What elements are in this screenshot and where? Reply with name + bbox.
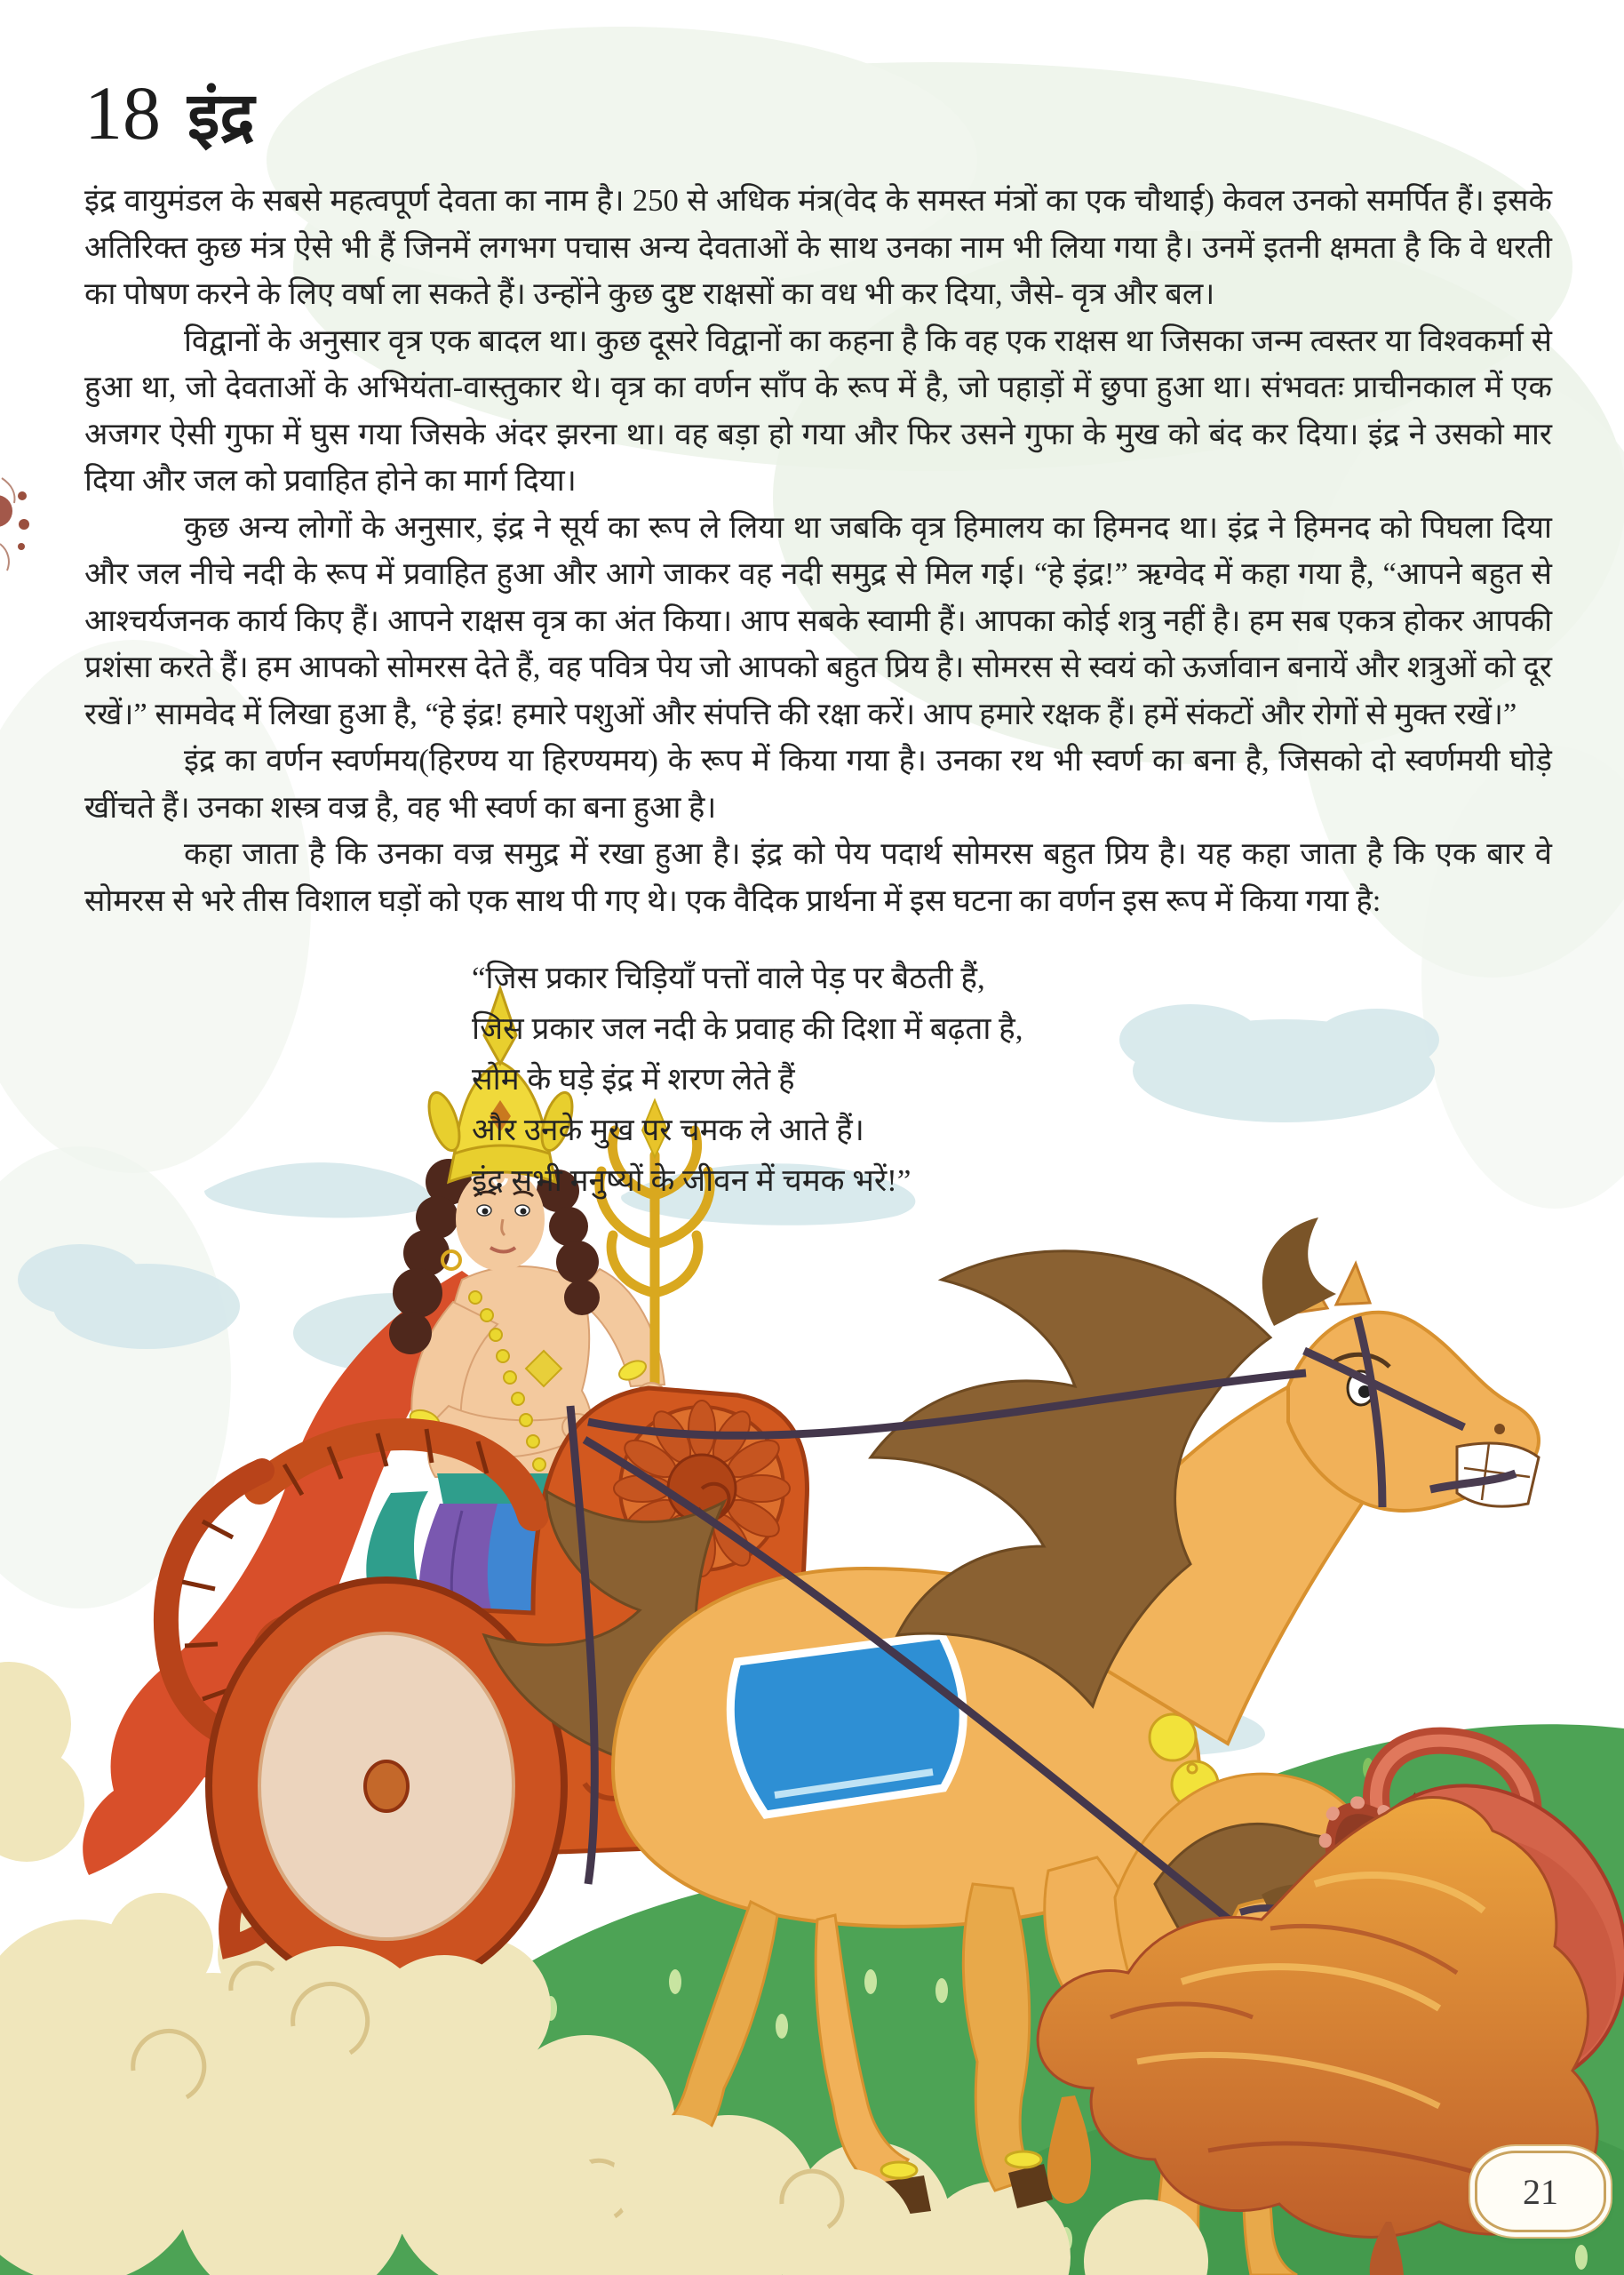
nostril [1494,1424,1505,1434]
chapter-heading [84,70,1552,156]
verse-line: जिस प्रकार जल नदी के प्रवाह की दिशा में बढ़ता है, [472,1011,1023,1046]
paragraph: कहा जाता है कि उनका वज्र समुद्र में रखा हुआ है। इंद्र को पेय पदार्थ सोमरस बहुत प्रिय है। यह कहा जाता है कि एक बार वे सोमरस से भरे तीस विशाल घड़ों को एक साथ पी गए थे। एक वैदिक प्रार्थना में इस घटना का वर्णन इस रूप में किया गया है: [84,837,1552,918]
vedic-verse [472,953,1552,1206]
margin-flower-motif [0,478,29,571]
page-number: 21 [1523,2171,1558,2212]
verse-line: सोम के घड़े इंद्र में शरण लेते हैं [472,1062,795,1097]
wheel-hub [365,1761,408,1811]
horse1-head [1288,1264,1539,1511]
page-content [84,70,1552,1206]
chapter-title: इंद्र [187,81,255,154]
paragraph: इंद्र वायुमंडल के सबसे महत्वपूर्ण देवता का नाम है। 250 से अधिक मंत्र(वेद के समस्त मंत्रों का एक चौथाई) केवल उनको समर्पित हैं। इसके अतिरिक्त कुछ मंत्र ऐसे भी हैं जिनमें लगभग पचास अन्य देवताओं के साथ उनका नाम भी लिया गया है। उनमें इतनी क्षमता है कि वे धरती का पोषण करने के लिए वर्षा ला सकते हैं। उन्होंने कुछ दुष्ट राक्षसों का वध भी कर दिया, जैसे- वृत्र और बल। [84,184,1552,311]
verse-line: इंद्र सभी मनुष्यों के जीवन में चमक भरें!” [472,1163,912,1198]
paragraph: इंद्र का वर्णन स्वर्णमय(हिरण्य या हिरण्यमय) के रूप में किया गया है। उनका रथ भी स्वर्ण का बना है, जिसको दो स्वर्णमयी घोड़े खींचते हैं। उनका शस्त्र वज्र है, वह भी स्वर्ण का बना हुआ है। [84,744,1552,825]
paragraph: विद्वानों के अनुसार वृत्र एक बादल था। कुछ दूसरे विद्वानों का कहना है कि वह एक राक्षस था जिसका जन्म त्वस्तर या विश्वकर्मा से हुआ था, जो देवताओं के अभियंता-वास्तुकार थे। वृत्र का वर्णन साँप के रूप में है, जो पहाड़ों में छुपा हुआ था। संभवतः प्राचीनकाल में एक अजगर ऐसी गुफा में घुस गया जिसके अंदर झरना था। वह बड़ा हो गया और फिर उसने गुफा के मुख को बंद कर दिया। इंद्र ने उसको मार दिया और जल को प्रवाहित होने का मार्ग दिया। [84,323,1552,498]
chapter-number: 18 [84,70,161,156]
paragraph: कुछ अन्य लोगों के अनुसार, इंद्र ने सूर्य का रूप ले लिया था जबकि वृत्र हिमालय का हिमनद था। इंद्र ने हिमनद को पिघला दिया और जल नीचे नदी के रूप में प्रवाहित हुआ और आगे जाकर वह नदी समुद्र से मिल गई। “हे इंद्र!” ऋग्वेद में कहा गया है, “आपने बहुत से आश्चर्यजनक कार्य किए हैं। आपने राक्षस वृत्र का अंत किया। आप सबके स्वामी हैं। आपका कोई शत्रु नहीं है। हम सब एकत्र होकर आपकी प्रशंसा करते हैं। हम आपको सोमरस देते हैं, वह पवित्र पेय जो आपको बहुत प्रिय है। सोमरस से स्वयं को ऊर्जावान बनायें और शत्रुओं को दूर रखें।” सामवेद में लिखा हुआ है, “हे इंद्र! हमारे पशुओं और संपत्ति की रक्षा करें। आप हमारे रक्षक हैं। हमें संकटों और रोगों से मुक्त रखें।” [84,510,1552,731]
verse-line: “जिस प्रकार चिड़ियाँ पत्तों वाले पेड़ पर बैठती हैं, [472,961,985,995]
page-number-badge [1475,2151,1606,2232]
verse-line: और उनके मुख पर चमक ले आते हैं। [472,1113,864,1147]
